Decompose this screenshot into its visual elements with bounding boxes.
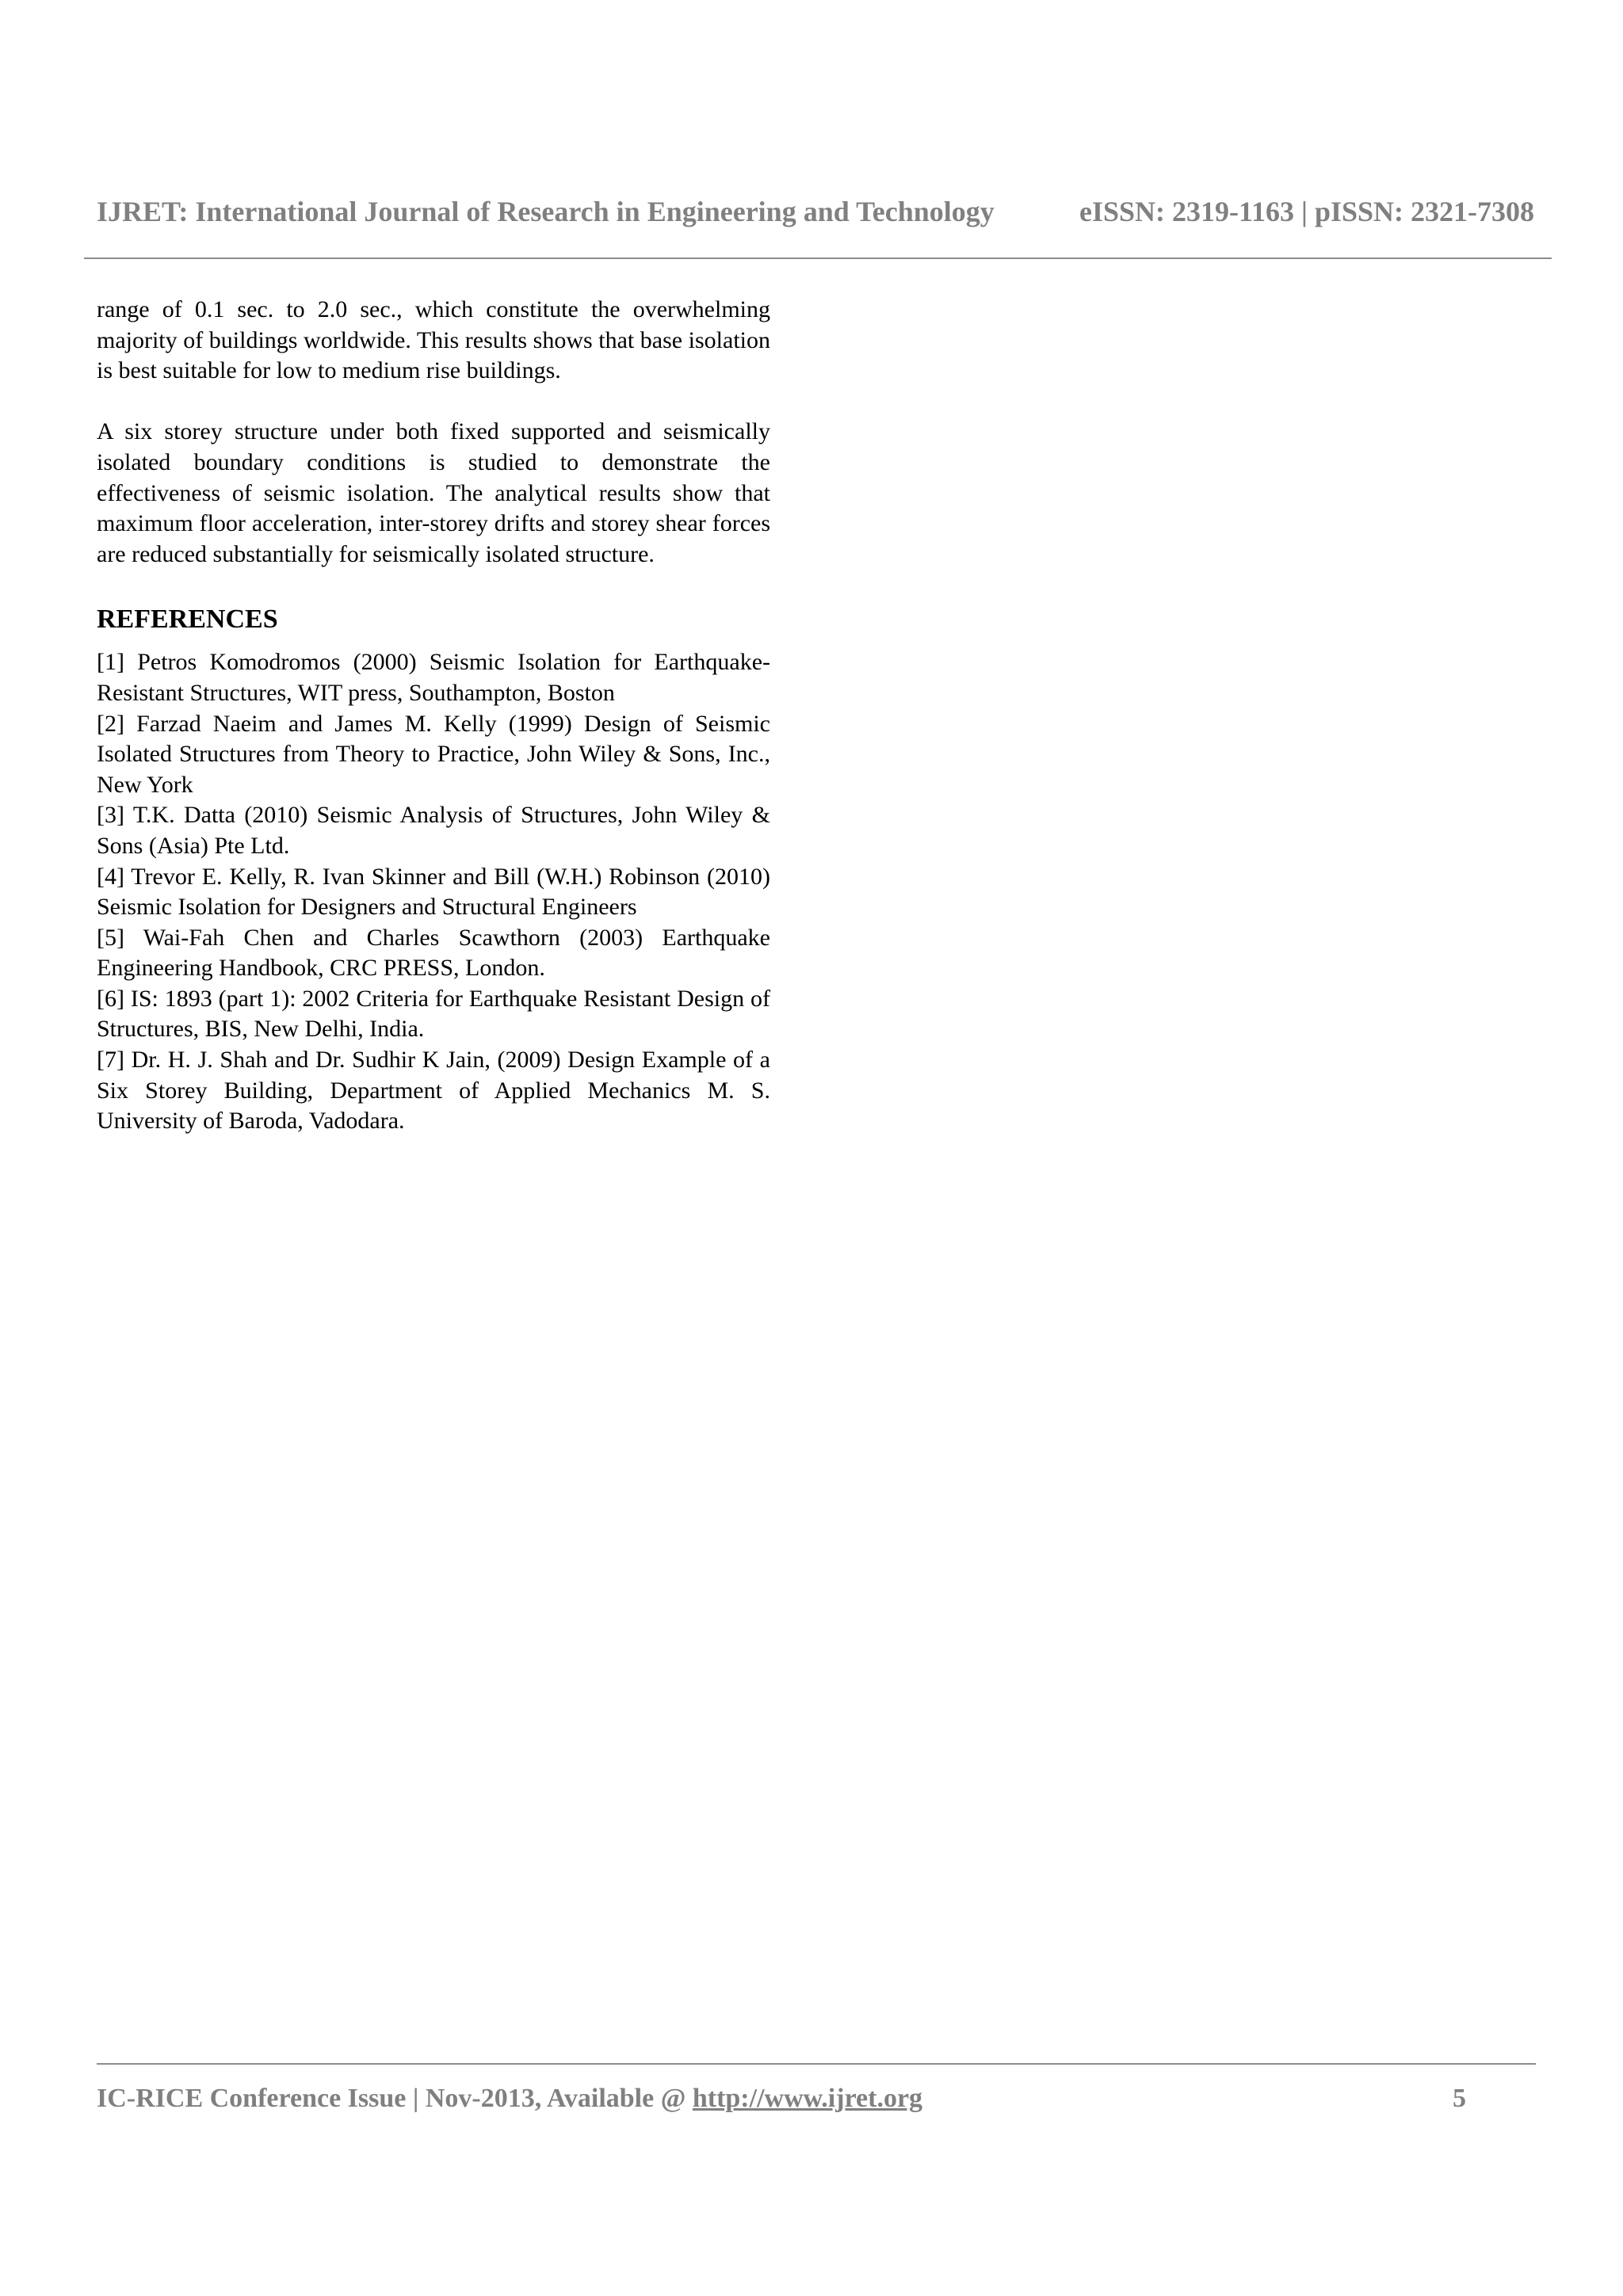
footer-issue-text: IC-RICE Conference Issue | Nov-2013, Available @ [97,2084,693,2113]
page-number: 5 [1453,2084,1466,2113]
reference-list [97,647,770,1137]
conclusion-paragraph-2: A six storey structure under both fixed supported and seismically isolated boundary conditions is studied to demonstrate the effectiveness of seismic isolation. The analytical results show that maximum floor acceleration, inter-storey drifts and storey shear forces are reduced substantially for seismically isolated structure. [97,418,770,567]
text-column-left [97,295,770,1137]
reference-item: [6] IS: 1893 (part 1): 2002 Criteria for Earthquake Resistant Design of Structures, BIS, New Delhi, India. [97,985,770,1043]
conclusion-paragraph-1: range of 0.1 sec. to 2.0 sec., which constitute the overwhelming majority of buildings worldwide. This results shows that base isolation is best suitable for low to medium rise buildings. [97,296,770,384]
running-header [97,193,1534,231]
reference-item: [7] Dr. H. J. Shah and Dr. Sudhir K Jain, (2009) Design Example of a Six Storey Building, Department of Applied Mechanics M. S. University of Baroda, Vadodara. [97,1047,770,1135]
reference-item: [1] Petros Komodromos (2000) Seismic Isolation for Earthquake-Resistant Structures, WIT press, Southampton, Boston [97,649,770,706]
footer-issue-info [97,2081,922,2117]
running-footer [97,2081,1466,2117]
header-divider [84,257,1552,259]
reference-item: [5] Wai-Fah Chen and Charles Scawthorn (2003) Earthquake Engineering Handbook, CRC PRESS, London. [97,924,770,982]
references-heading: REFERENCES [97,605,278,635]
reference-item: [3] T.K. Datta (2010) Seismic Analysis of Structures, John Wiley & Sons (Asia) Pte Ltd. [97,802,770,859]
journal-title: IJRET: International Journal of Research in Engineering and Technology [97,196,995,227]
reference-item: [2] Farzad Naeim and James M. Kelly (1999) Design of Seismic Isolated Structures from Theory to Practice, John Wiley & Sons, Inc., New York [97,710,770,798]
issn-numbers: eISSN: 2319-1163 | pISSN: 2321-7308 [1079,196,1534,227]
footer-divider [97,2063,1536,2065]
journal-website-link[interactable]: http://www.ijret.org [692,2084,923,2113]
reference-item: [4] Trevor E. Kelly, R. Ivan Skinner and Bill (W.H.) Robinson (2010) Seismic Isolation for Designers and Structural Engineers [97,863,770,921]
